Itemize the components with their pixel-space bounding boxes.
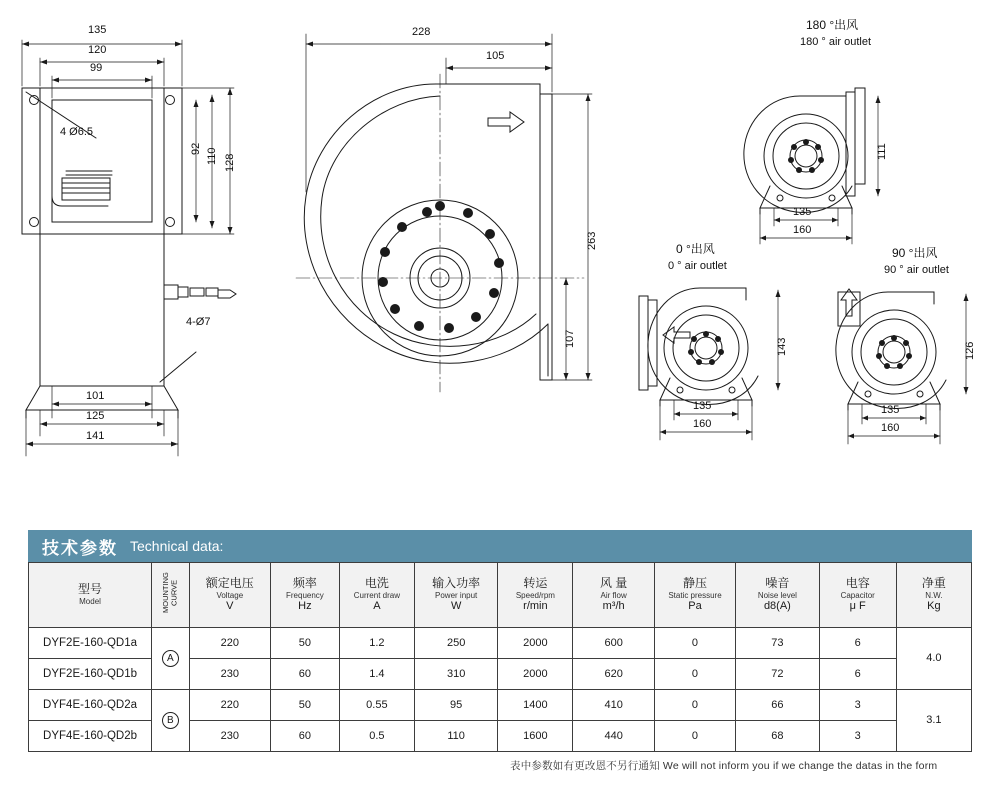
note-4-holes-65: 4 Ø6.5 xyxy=(60,126,94,138)
dim-180-135: 135 xyxy=(793,206,812,218)
col-static-pressure: 静压 Static pressure Pa xyxy=(654,563,735,628)
dim-front-110: 110 xyxy=(206,147,218,165)
technical-data-header xyxy=(28,530,972,562)
cell-power: 250 xyxy=(414,627,497,658)
cell-pressure: 0 xyxy=(654,689,735,720)
dim-90-160: 160 xyxy=(881,422,900,434)
cell-curve: B xyxy=(152,689,190,751)
cell-airflow: 600 xyxy=(573,627,654,658)
outlet-90-drawing xyxy=(836,289,946,410)
dim-side-263: 263 xyxy=(586,231,598,250)
note-4-holes-7: 4-Ø7 xyxy=(186,316,211,328)
dim-0-135: 135 xyxy=(693,400,712,412)
cell-voltage: 230 xyxy=(189,720,270,751)
title-180-cn: 180 °出风 xyxy=(806,18,859,32)
cell-model: DYF2E-160-QD1b xyxy=(29,658,152,689)
dim-90-126: 126 xyxy=(964,341,976,360)
cell-noise: 66 xyxy=(736,689,819,720)
cell-pressure: 0 xyxy=(654,627,735,658)
col-noise: 噪音 Noise level d8(A) xyxy=(736,563,819,628)
cell-speed: 2000 xyxy=(498,627,573,658)
col-mounting-curve: MOUNTING CURVE xyxy=(152,563,190,628)
table-row xyxy=(29,689,972,720)
front-view-dimensions xyxy=(22,40,234,456)
dim-front-120: 120 xyxy=(88,44,107,56)
title-0-en: 0 ° air outlet xyxy=(668,260,727,272)
dim-front-99: 99 xyxy=(90,62,103,74)
dim-180-160: 160 xyxy=(793,224,812,236)
cell-capacitor: 3 xyxy=(819,720,896,751)
cell-current: 1.2 xyxy=(339,627,414,658)
outlet-0-drawing xyxy=(639,288,758,406)
cell-power: 110 xyxy=(414,720,497,751)
cell-capacitor: 6 xyxy=(819,627,896,658)
table-footnote: 表中参数如有更改恩不另行通知 We will not inform you if we change the datas in the form xyxy=(510,760,938,772)
cell-power: 95 xyxy=(414,689,497,720)
cell-pressure: 0 xyxy=(654,720,735,751)
table-title-cn: 技术参数 xyxy=(42,538,118,558)
col-model: 型号 Model xyxy=(29,563,152,628)
dim-front-101: 101 xyxy=(86,390,105,402)
dim-0-160: 160 xyxy=(693,418,712,430)
cell-curve: A xyxy=(152,627,190,689)
outlet-180-drawing xyxy=(744,88,865,214)
dim-side-228: 228 xyxy=(412,26,431,38)
cell-voltage: 220 xyxy=(189,689,270,720)
cell-airflow: 410 xyxy=(573,689,654,720)
cell-noise: 68 xyxy=(736,720,819,751)
col-voltage: 额定电压 Voltage V xyxy=(189,563,270,628)
dim-0-143: 143 xyxy=(776,337,788,356)
dim-front-125: 125 xyxy=(86,410,105,422)
cell-frequency: 60 xyxy=(270,720,339,751)
cell-frequency: 60 xyxy=(270,658,339,689)
cell-frequency: 50 xyxy=(270,627,339,658)
col-power: 输入功率 Power input W xyxy=(414,563,497,628)
cell-capacitor: 6 xyxy=(819,658,896,689)
table-header-row xyxy=(29,563,972,628)
cell-weight: 4.0 xyxy=(896,627,971,689)
cell-current: 0.55 xyxy=(339,689,414,720)
table-title-en: Technical data: xyxy=(130,538,224,554)
cell-power: 310 xyxy=(414,658,497,689)
cell-frequency: 50 xyxy=(270,689,339,720)
col-current: 电洗 Current draw A xyxy=(339,563,414,628)
cell-airflow: 620 xyxy=(573,658,654,689)
cell-speed: 2000 xyxy=(498,658,573,689)
col-airflow: 风 量 Air flow m³/h xyxy=(573,563,654,628)
cell-pressure: 0 xyxy=(654,658,735,689)
cell-noise: 72 xyxy=(736,658,819,689)
center-lines xyxy=(296,74,584,392)
dim-90-135: 135 xyxy=(881,404,900,416)
outlet-180-dimensions xyxy=(760,96,881,244)
cell-speed: 1600 xyxy=(498,720,573,751)
dim-front-92: 92 xyxy=(190,142,202,155)
title-90-en: 90 ° air outlet xyxy=(884,264,949,276)
title-90-cn: 90 °出风 xyxy=(892,246,938,260)
cell-model: DYF4E-160-QD2b xyxy=(29,720,152,751)
impeller-blades xyxy=(378,201,504,333)
dim-front-135: 135 xyxy=(88,24,107,36)
technical-data-table xyxy=(28,562,972,752)
cell-current: 0.5 xyxy=(339,720,414,751)
cell-model: DYF2E-160-QD1a xyxy=(29,627,152,658)
dim-side-105: 105 xyxy=(486,50,505,62)
cell-voltage: 220 xyxy=(189,627,270,658)
cell-current: 1.4 xyxy=(339,658,414,689)
scroll-housing-drawing xyxy=(304,84,552,380)
dim-180-111: 111 xyxy=(876,143,888,160)
technical-data-section xyxy=(28,530,972,752)
col-weight: 净重 N.W. Kg xyxy=(896,563,971,628)
dim-front-141: 141 xyxy=(86,430,105,442)
cell-model: DYF4E-160-QD2a xyxy=(29,689,152,720)
table-row xyxy=(29,627,972,658)
dim-front-128: 128 xyxy=(224,153,236,172)
cell-voltage: 230 xyxy=(189,658,270,689)
col-capacitor: 电容 Capacitor μ F xyxy=(819,563,896,628)
cell-airflow: 440 xyxy=(573,720,654,751)
cell-noise: 73 xyxy=(736,627,819,658)
cell-capacitor: 3 xyxy=(819,689,896,720)
title-180-en: 180 ° air outlet xyxy=(800,36,872,48)
cell-speed: 1400 xyxy=(498,689,573,720)
col-frequency: 频率 Frequency Hz xyxy=(270,563,339,628)
front-view-drawing xyxy=(22,88,236,418)
title-0-cn: 0 °出风 xyxy=(676,242,715,256)
cell-weight: 3.1 xyxy=(896,689,971,751)
dim-side-107: 107 xyxy=(564,329,576,348)
col-speed: 转运 Speed/rpm r/min xyxy=(498,563,573,628)
